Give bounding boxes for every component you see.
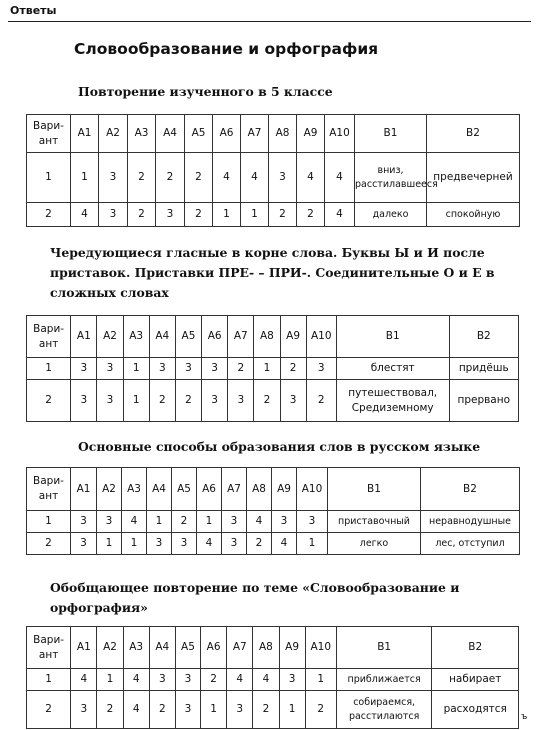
table-cell-b2: набирает	[432, 669, 519, 691]
table-cell: 3	[71, 380, 97, 422]
table-cell: 4	[71, 669, 97, 691]
table-cell-b1: приставочный	[328, 511, 421, 533]
col-header: В1	[355, 115, 427, 153]
col-header: А8	[254, 316, 280, 358]
section-heading: Повторение изученного в 5 классе	[78, 84, 333, 99]
table-cell: 2	[27, 380, 71, 422]
table-cell: 4	[247, 511, 272, 533]
table-cell: 2	[185, 203, 213, 227]
table-cell: 3	[269, 153, 297, 203]
col-header: В2	[432, 627, 519, 669]
table-cell: 1	[147, 511, 172, 533]
col-header: В2	[421, 468, 520, 511]
table-cell: 1	[213, 203, 241, 227]
table-cell: 1	[122, 533, 147, 555]
table-cell: 3	[202, 358, 228, 380]
col-header: А7	[241, 115, 269, 153]
col-header: В1	[336, 627, 432, 669]
header-divider	[8, 21, 531, 22]
table-cell: 3	[175, 691, 200, 729]
table-row	[27, 153, 520, 203]
table-cell: 4	[253, 669, 279, 691]
col-header: А10	[297, 468, 328, 511]
col-header: А8	[247, 468, 272, 511]
table-cell: 3	[97, 358, 123, 380]
table-cell: 4	[227, 669, 253, 691]
table-cell: 1	[27, 511, 71, 533]
table-cell: 3	[71, 533, 97, 555]
col-header: А7	[222, 468, 247, 511]
col-header: А3	[122, 468, 147, 511]
table-cell: 1	[297, 533, 328, 555]
table-header-row	[27, 115, 520, 153]
table-cell: 4	[325, 203, 355, 227]
table-cell: 4	[71, 203, 99, 227]
col-header: А2	[97, 468, 122, 511]
table-cell: 1	[241, 203, 269, 227]
table-cell: 1	[197, 511, 222, 533]
table-cell: 3	[227, 691, 253, 729]
table-cell: 2	[175, 380, 201, 422]
table-cell: 1	[27, 358, 71, 380]
table-cell: 1	[123, 380, 149, 422]
table-cell: 3	[279, 669, 305, 691]
table-cell: 1	[97, 669, 123, 691]
col-header: В2	[427, 115, 520, 153]
col-header: А5	[175, 316, 201, 358]
table-row	[27, 533, 520, 555]
col-header: В2	[449, 316, 518, 358]
table-cell: 3	[272, 511, 297, 533]
table-cell: 3	[71, 511, 97, 533]
col-header-variant: Вари- ант	[27, 627, 71, 669]
col-header: А8	[269, 115, 297, 153]
table-cell: 4	[272, 533, 297, 555]
answers-table	[26, 114, 520, 227]
col-header-variant: Вари- ант	[27, 468, 71, 511]
page-corner-mark: ъ	[521, 712, 528, 722]
table-cell: 3	[202, 380, 228, 422]
table-cell: 3	[175, 669, 200, 691]
col-header: А1	[71, 468, 97, 511]
table-row	[27, 380, 519, 422]
table-cell: 1	[254, 358, 280, 380]
table-cell: 3	[71, 358, 97, 380]
table-cell: 3	[71, 691, 97, 729]
col-header: А9	[280, 316, 306, 358]
table-cell-b2: расходятся	[432, 691, 519, 729]
table-cell: 3	[97, 511, 122, 533]
table-cell: 3	[99, 203, 128, 227]
col-header: В1	[336, 316, 449, 358]
table-header-row	[27, 316, 519, 358]
table-cell: 2	[201, 669, 227, 691]
col-header: В1	[328, 468, 421, 511]
col-header: А6	[197, 468, 222, 511]
table-cell: 2	[306, 380, 336, 422]
table-cell: 3	[149, 358, 175, 380]
col-header: А9	[279, 627, 305, 669]
table-cell: 3	[99, 153, 128, 203]
col-header-variant: Вари- ант	[27, 115, 71, 153]
table-cell-b2: придёшь	[449, 358, 518, 380]
table-cell: 2	[305, 691, 336, 729]
col-header: А3	[123, 316, 149, 358]
col-header: А4	[147, 468, 172, 511]
col-header: А5	[172, 468, 197, 511]
table-cell: 3	[156, 203, 185, 227]
table-cell: 3	[172, 533, 197, 555]
col-header: А6	[202, 316, 228, 358]
table-cell: 2	[172, 511, 197, 533]
table-cell: 2	[280, 358, 306, 380]
answers-table	[26, 467, 520, 555]
col-header: А5	[185, 115, 213, 153]
table-cell: 1	[71, 153, 99, 203]
col-header: А10	[305, 627, 336, 669]
col-header: А6	[201, 627, 227, 669]
col-header: А9	[272, 468, 297, 511]
table-cell-b2: лес, отступил	[421, 533, 520, 555]
col-header: А3	[128, 115, 156, 153]
section-heading: Чередующиеся гласные в корне слова. Буквы Ы и И после приставок. Приставки ПРЕ- – ПРИ-. Соединительные О и Е в сложных словах	[50, 245, 495, 300]
col-header: А3	[123, 627, 149, 669]
col-header: А2	[97, 627, 123, 669]
col-header-variant: Вари- ант	[27, 316, 71, 358]
table-cell: 2	[297, 203, 325, 227]
table-cell: 4	[241, 153, 269, 203]
answers-table	[26, 626, 519, 729]
table-header-row	[27, 627, 519, 669]
col-header: А2	[97, 316, 123, 358]
header-label: Ответы	[10, 4, 57, 17]
col-header: А4	[156, 115, 185, 153]
table-cell: 1	[97, 533, 122, 555]
table-cell: 2	[254, 380, 280, 422]
table-cell-b1: приближается	[336, 669, 432, 691]
table-cell: 4	[297, 153, 325, 203]
table-cell: 1	[123, 358, 149, 380]
table-cell: 3	[97, 380, 123, 422]
table-cell: 3	[222, 511, 247, 533]
table-cell-b2: неравнодушные	[421, 511, 520, 533]
table-cell: 1	[305, 669, 336, 691]
table-cell: 2	[27, 691, 71, 729]
col-header: А8	[253, 627, 279, 669]
col-header: А7	[227, 627, 253, 669]
table-cell-b2: предвечерней	[427, 153, 520, 203]
table-cell: 2	[128, 203, 156, 227]
table-cell: 4	[122, 511, 147, 533]
table-cell: 4	[123, 691, 149, 729]
table-row	[27, 511, 520, 533]
col-header: А4	[149, 316, 175, 358]
table-cell: 3	[297, 511, 328, 533]
table-cell-b2: спокойную	[427, 203, 520, 227]
table-cell: 2	[228, 358, 254, 380]
table-cell: 1	[27, 153, 71, 203]
table-header-row	[27, 468, 520, 511]
table-cell: 2	[247, 533, 272, 555]
table-cell-b1: собираемся, расстилаются	[336, 691, 432, 729]
table-cell: 2	[27, 203, 71, 227]
table-cell: 3	[175, 358, 201, 380]
table-cell-b1: легко	[328, 533, 421, 555]
table-cell: 3	[306, 358, 336, 380]
col-header: А10	[325, 115, 355, 153]
table-cell: 2	[269, 203, 297, 227]
col-header: А5	[175, 627, 200, 669]
col-header: А10	[306, 316, 336, 358]
col-header: А1	[71, 115, 99, 153]
table-cell: 1	[27, 669, 71, 691]
table-cell: 1	[279, 691, 305, 729]
col-header: А4	[149, 627, 175, 669]
table-cell: 2	[149, 380, 175, 422]
table-cell-b1: путешествовал, Средиземному	[336, 380, 449, 422]
table-row	[27, 203, 520, 227]
table-cell-b1: далеко	[355, 203, 427, 227]
table-row	[27, 691, 519, 729]
table-cell: 2	[27, 533, 71, 555]
table-cell: 2	[156, 153, 185, 203]
col-header: А1	[71, 627, 97, 669]
table-cell: 3	[222, 533, 247, 555]
table-cell-b1: блестят	[336, 358, 449, 380]
table-cell-b1: вниз, расстилавшееся	[355, 153, 427, 203]
col-header: А7	[228, 316, 254, 358]
table-cell: 4	[213, 153, 241, 203]
table-row	[27, 358, 519, 380]
answers-table	[26, 315, 519, 422]
table-cell: 3	[147, 533, 172, 555]
table-cell: 4	[325, 153, 355, 203]
table-cell: 2	[185, 153, 213, 203]
section-heading: Основные способы образования слов в русском языке	[78, 439, 481, 454]
table-cell: 1	[201, 691, 227, 729]
col-header: А2	[99, 115, 128, 153]
table-cell: 2	[128, 153, 156, 203]
col-header: А9	[297, 115, 325, 153]
table-cell: 3	[280, 380, 306, 422]
table-cell: 3	[228, 380, 254, 422]
table-cell-b2: прервано	[449, 380, 518, 422]
table-cell: 2	[97, 691, 123, 729]
table-cell: 4	[123, 669, 149, 691]
section-heading: Обобщающее повторение по теме «Словообразование и орфография»	[50, 580, 460, 615]
table-row	[27, 669, 519, 691]
table-cell: 4	[197, 533, 222, 555]
col-header: А1	[71, 316, 97, 358]
table-cell: 2	[253, 691, 279, 729]
page-title: Словообразование и орфография	[74, 40, 379, 58]
table-cell: 2	[149, 691, 175, 729]
table-cell: 3	[149, 669, 175, 691]
col-header: А6	[213, 115, 241, 153]
